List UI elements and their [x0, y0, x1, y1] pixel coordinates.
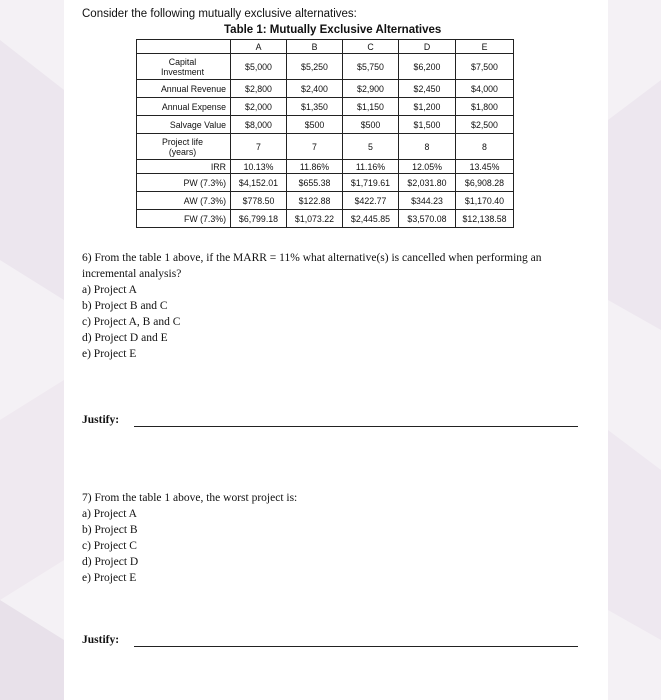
table-cell: $12,138.58 — [456, 210, 514, 228]
table-cell: $500 — [343, 116, 399, 134]
table-cell: $1,500 — [399, 116, 456, 134]
row-label: Annual Revenue — [137, 80, 231, 98]
question-6-text: 6) From the table 1 above, if the MARR = 11% what alternative(s) is cancelled when performing an incremental analysis? — [82, 252, 542, 280]
table-cell: $5,250 — [287, 54, 343, 80]
table-row — [137, 80, 514, 98]
table-cell: $6,200 — [399, 54, 456, 80]
column-header: C — [343, 40, 399, 54]
table-cell: $2,900 — [343, 80, 399, 98]
question-7-option-d[interactable]: d) Project D — [82, 556, 139, 568]
justify-label-2: Justify: — [82, 634, 120, 646]
column-header: A — [231, 40, 287, 54]
table-cell: $655.38 — [287, 174, 343, 192]
row-label: AW (7.3%) — [137, 192, 231, 210]
justify-answer-line-2[interactable] — [134, 646, 578, 647]
table-cell: $2,400 — [287, 80, 343, 98]
justify-answer-line-1[interactable] — [134, 426, 578, 427]
table-cell: $2,800 — [231, 80, 287, 98]
table-cell: $8,000 — [231, 116, 287, 134]
table-cell: $1,200 — [399, 98, 456, 116]
table-cell: $2,031.80 — [399, 174, 456, 192]
table-cell: 8 — [456, 134, 514, 160]
table-row — [137, 210, 514, 228]
table-cell: $2,445.85 — [343, 210, 399, 228]
table-row — [137, 116, 514, 134]
column-header: D — [399, 40, 456, 54]
table-cell: $5,750 — [343, 54, 399, 80]
table-row — [137, 98, 514, 116]
table-cell: $1,150 — [343, 98, 399, 116]
question-7-option-e[interactable]: e) Project E — [82, 572, 137, 584]
question-7-text: 7) From the table 1 above, the worst project is: — [82, 492, 298, 504]
table-cell: 12.05% — [399, 160, 456, 174]
table-cell: $1,170.40 — [456, 192, 514, 210]
table-cell: $1,073.22 — [287, 210, 343, 228]
table-cell: 5 — [343, 134, 399, 160]
row-label: IRR — [137, 160, 231, 174]
question-7-option-a[interactable]: a) Project A — [82, 508, 137, 520]
question-6-option-e[interactable]: e) Project E — [82, 348, 137, 360]
question-6-option-b[interactable]: b) Project B and C — [82, 300, 168, 312]
table-row — [137, 174, 514, 192]
table-cell: 7 — [231, 134, 287, 160]
document-page — [64, 0, 608, 700]
table-cell: $422.77 — [343, 192, 399, 210]
table-row — [137, 54, 514, 80]
question-7 — [82, 490, 552, 586]
table-row — [137, 160, 514, 174]
row-label: Annual Expense — [137, 98, 231, 116]
table-cell: $1,350 — [287, 98, 343, 116]
row-label: Project life (years) — [137, 134, 231, 160]
table-cell: $4,000 — [456, 80, 514, 98]
table-cell: $1,800 — [456, 98, 514, 116]
table-cell: 11.16% — [343, 160, 399, 174]
table-cell: $500 — [287, 116, 343, 134]
table-cell: $2,000 — [231, 98, 287, 116]
table-cell: 10.13% — [231, 160, 287, 174]
question-7-option-b[interactable]: b) Project B — [82, 524, 138, 536]
table-cell: 8 — [399, 134, 456, 160]
table-title: Table 1: Mutually Exclusive Alternatives — [224, 24, 442, 36]
table-cell: 7 — [287, 134, 343, 160]
column-header: B — [287, 40, 343, 54]
alternatives-table — [136, 39, 514, 228]
table-cell: $5,000 — [231, 54, 287, 80]
question-7-option-c[interactable]: c) Project C — [82, 540, 137, 552]
table-cell: $778.50 — [231, 192, 287, 210]
corner-cell — [137, 40, 231, 54]
table-cell: $344.23 — [399, 192, 456, 210]
table-cell: $4,152.01 — [231, 174, 287, 192]
table-cell: $7,500 — [456, 54, 514, 80]
table-header-row — [137, 40, 514, 54]
table-cell: $6,908.28 — [456, 174, 514, 192]
question-6-option-a[interactable]: a) Project A — [82, 284, 137, 296]
table-cell: $3,570.08 — [399, 210, 456, 228]
row-label: PW (7.3%) — [137, 174, 231, 192]
table-cell: $2,500 — [456, 116, 514, 134]
row-label: Salvage Value — [137, 116, 231, 134]
table-cell: $6,799.18 — [231, 210, 287, 228]
intro-text: Consider the following mutually exclusive alternatives: — [82, 8, 357, 20]
question-6-option-d[interactable]: d) Project D and E — [82, 332, 168, 344]
question-6 — [82, 250, 552, 362]
column-header: E — [456, 40, 514, 54]
justify-label-1: Justify: — [82, 414, 120, 426]
table-cell: $2,450 — [399, 80, 456, 98]
table-cell: 13.45% — [456, 160, 514, 174]
row-label: FW (7.3%) — [137, 210, 231, 228]
table-cell: $122.88 — [287, 192, 343, 210]
table-row — [137, 192, 514, 210]
table-row — [137, 134, 514, 160]
table-cell: $1,719.61 — [343, 174, 399, 192]
table-cell: 11.86% — [287, 160, 343, 174]
question-6-option-c[interactable]: c) Project A, B and C — [82, 316, 181, 328]
row-label: Capital Investment — [137, 54, 231, 80]
